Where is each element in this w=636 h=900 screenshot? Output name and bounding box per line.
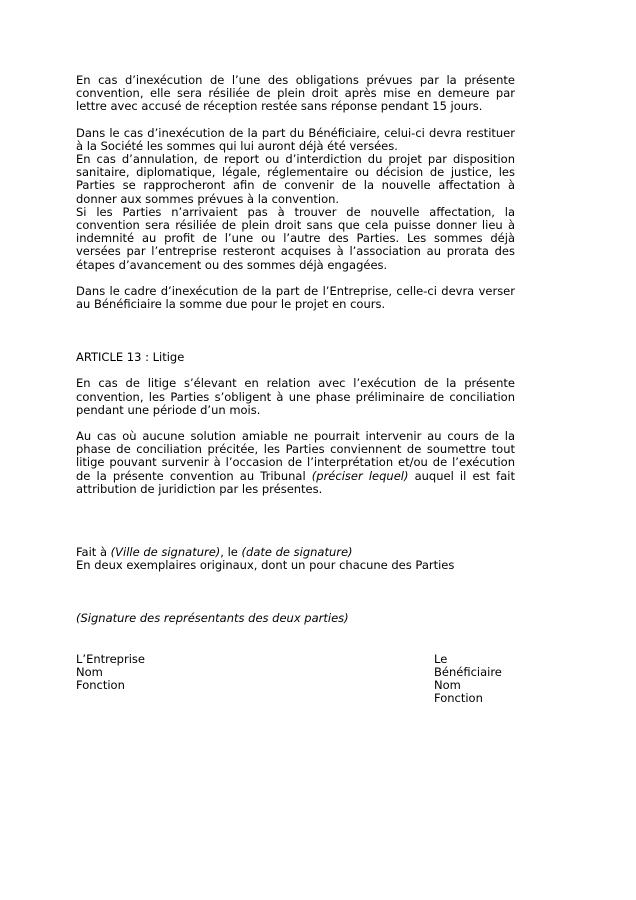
date-placeholder: (date de signature) bbox=[241, 545, 353, 560]
city-placeholder: (Ville de signature) bbox=[110, 545, 221, 560]
annulation-paragraph: En cas d’annulation, de report ou d’interdiction du projet par disposition sanitaire, diplomatique, légale, réglementaire ou décision de justice, les Parties se rapprocheront afin de convenir de la nouvelle affectation à donner aux sommes prévues à la convention. bbox=[76, 152, 515, 206]
restitution-paragraph: Dans le cas d’inexécution de la part du Bénéficiaire, celui-ci devra restituer à la Société les sommes qui lui auront déjà été versées. bbox=[76, 125, 515, 153]
signatory-party: Le Bénéficiaire bbox=[434, 651, 502, 679]
litige-paragraph-2 bbox=[76, 430, 515, 496]
fait-prefix: Fait à bbox=[76, 545, 111, 560]
signatory-beneficiaire bbox=[434, 653, 515, 706]
litige-paragraph-1: En cas de litige s’élevant en relation avec l’exécution de la présente convention, les Parties s’obligent à une phase préliminaire de conciliation pendant une période d’un mois. bbox=[76, 376, 515, 417]
affectation-paragraph: Si les Parties n’arrivaient pas à trouver de nouvelle affectation, la convention sera résiliée de plein droit sans que cela puisse donner lieu à indemnité au profit de l’une ou l’autre des Parties. Les sommes déjà versées par l’entreprise resteront acquises à l’association au prorata des étapes d’avancement ou des sommes déjà engagées. bbox=[76, 204, 515, 272]
article-13-heading: ARTICLE 13 : Litige bbox=[76, 350, 185, 365]
fait-middle: , le bbox=[220, 545, 242, 560]
exemplaires-line: En deux exemplaires originaux, dont un pour chacune des Parties bbox=[76, 558, 455, 573]
signatories-block bbox=[76, 651, 515, 706]
signature-note: (Signature des représentants des deux parties) bbox=[76, 611, 349, 626]
tribunal-placeholder: (préciser lequel) bbox=[311, 468, 409, 483]
entreprise-inexecution-paragraph: Dans le cadre d’inexécution de la part de l’Entreprise, celle-ci devra verser au Bénéficiaire la somme due pour le projet en cours. bbox=[76, 283, 515, 312]
document-page bbox=[76, 73, 515, 706]
signatory-party: L’Entreprise bbox=[76, 651, 145, 666]
resiliation-paragraph: En cas d’inexécution de l’une des obligations prévues par la présente convention, elle sera résiliée de plein droit après mise en demeure par lettre avec accusé de réception restée sans réponse pendant 15 jours. bbox=[76, 73, 515, 114]
signatory-name: Nom bbox=[76, 664, 103, 679]
litige-text-start: Au cas où aucune solution amiable ne pourrait intervenir au cours de la phase de conciliation précitée, les Parties conviennent de soumettre tout litige pouvant survenir à l’occasion de l’interprétation et/ou de l’exécution de la présente convention au Tribunal bbox=[76, 429, 515, 483]
litige-text-end: auquel il est fait attribution de juridiction par les présentes. bbox=[76, 468, 515, 496]
signatory-role: Fonction bbox=[434, 691, 483, 706]
signatory-role: Fonction bbox=[76, 678, 125, 693]
signatory-entreprise bbox=[76, 653, 145, 693]
signatory-name: Nom bbox=[434, 678, 461, 693]
